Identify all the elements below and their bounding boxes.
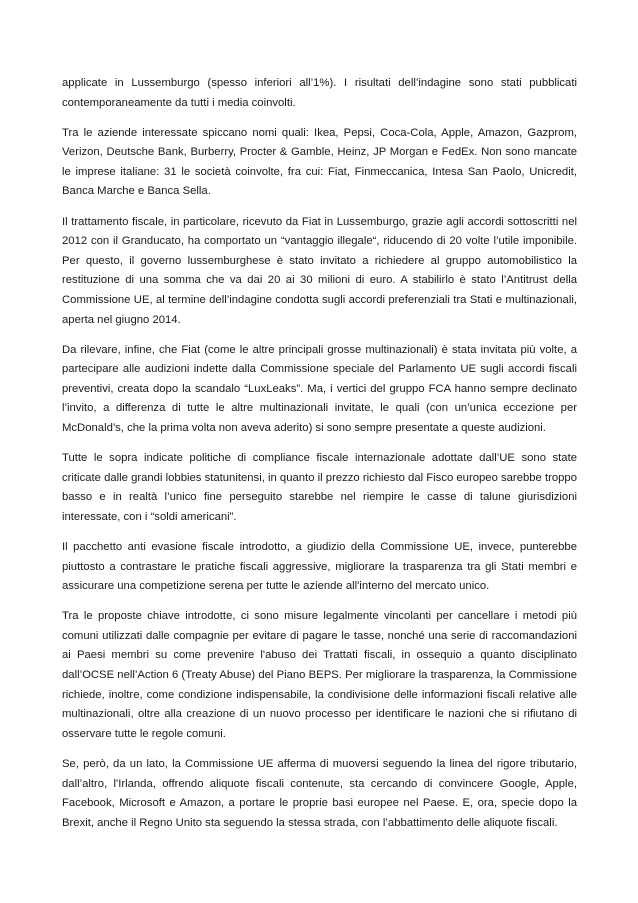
paragraph-1: applicate in Lussemburgo (spesso inferiori all’1%). I risultati dell’indagine sono stati pubblicati contemporaneamente da tutti i media coinvolti. (62, 77, 577, 109)
paragraph-8: Se, però, da un lato, la Commissione UE afferma di muoversi seguendo la linea del rigore tributario, dall’altro, l'Irlanda, offrendo aliquote fiscali contenute, sta cercando di convincere Google, Apple, Facebook, Microsoft e Amazon, a portare le proprie basi europee nel Paese. E, ora, specie dopo la Brexit, anche il Regno Unito sta seguendo la stessa strada, con l’abbattimento delle aliquote fiscali. (62, 757, 577, 829)
paragraph-5: Tutte le sopra indicate politiche di compliance fiscale internazionale adottate dall’UE sono state criticate dalle grandi lobbies statunitensi, in quanto il prezzo richiesto dal Fisco europeo sarebbe troppo basso e in realtà l’unico fine perseguito starebbe nel riempire le casse di talune giurisdizioni interessate, con i “soldi americani”. (62, 452, 577, 523)
paragraph-3: Il trattamento fiscale, in particolare, ricevuto da Fiat in Lussemburgo, grazie agli accordi sottoscritti nel 2012 con il Granducato, ha comportato un “vantaggio illegale“, riducendo di 20 volte l’utile imponibile. Per questo, il governo lussemburghese è stato invitato a richiedere al gruppo automobilistico la restituzione di una somma che va dai 20 ai 30 milioni di euro. A stabilirlo è stato l’Antitrust della Commissione UE, al termine dell’indagine condotta sugli accordi preferenziali tra Stati e multinazionali, aperta nel giugno 2014. (62, 215, 577, 326)
paragraph-4: Da rilevare, infine, che Fiat (come le altre principali grosse multinazionali) è stata invitata più volte, a partecipare alle audizioni indette dalla Commissione speciale del Parlamento UE sugli accordi fiscali preventivi, creata dopo la scandalo “LuxLeaks”. Ma, i vertici del gruppo FCA hanno sempre declinato l’invito, a differenza di tutte le altre multinazionali invitate, le quali (con un’unica eccezione per McDonald’s, che la prima volta non aveva aderito) si sono sempre presentate a queste audizioni. (62, 343, 577, 434)
document-body (62, 74, 577, 844)
paragraph-7: Tra le proposte chiave introdotte, ci sono misure legalmente vincolanti per cancellare i metodi più comuni utilizzati dalle compagnie per evitare di pagare le tasse, nonché una serie di raccomandazioni ai Paesi membri su come prevenire l'abuso dei Trattati fiscali, in ossequio a quanto disciplinato dall’OCSE nell’Action 6 (Treaty Abuse) del Piano BEPS. Per migliorare la trasparenza, la Commissione richiede, inoltre, come condizione indispensabile, la condivisione delle informazioni fiscali relative alle multinazionali, oltre alla creazione di un nuovo processo per identificare le nazioni che si rifiutano di osservare tutte le regole comuni. (62, 610, 577, 740)
paragraph-6: Il pacchetto anti evasione fiscale introdotto, a giudizio della Commissione UE, invece, punterebbe piuttosto a contrastare le pratiche fiscali aggressive, migliorare la trasparenza tra gli Stati membri e assicurare una competizione serena per tutte le aziende all'interno del mercato unico. (62, 540, 577, 593)
paragraph-2: Tra le aziende interessate spiccano nomi quali: Ikea, Pepsi, Coca-Cola, Apple, Amazon, Gazprom, Verizon, Deutsche Bank, Burberry, Procter & Gamble, Heinz, JP Morgan e FedEx. Non sono mancate le imprese italiane: 31 le società coinvolte, fra cui: Fiat, Finmeccanica, Intesa San Paolo, Unicredit, Banca Marche e Banca Sella. (62, 126, 577, 198)
